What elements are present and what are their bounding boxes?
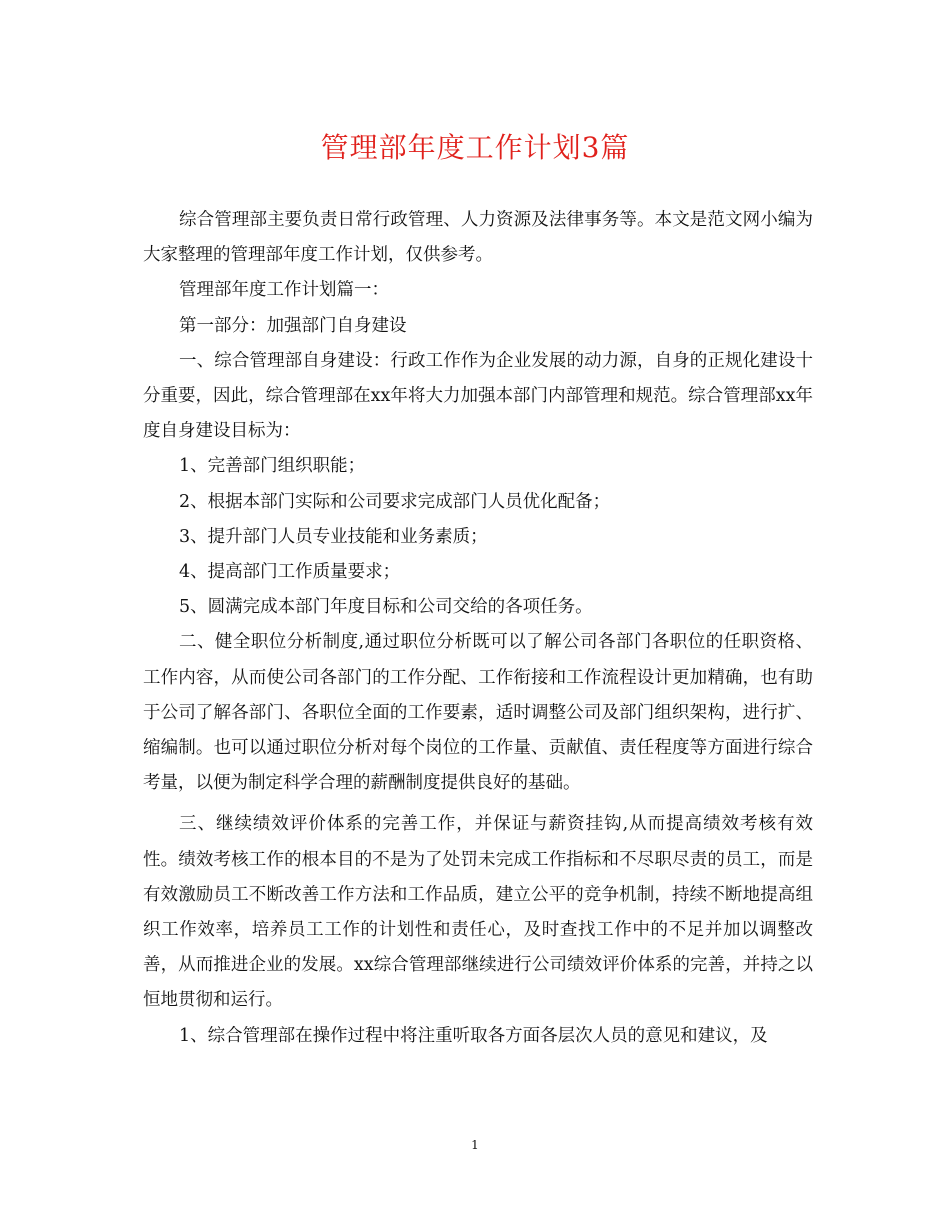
list-item-3: 3、提升部门人员专业技能和业务素质； [179,526,488,547]
paragraph-job-analysis: 二、健全职位分析制度,通过职位分析既可以了解公司各部门各职位的任职资格、工作内容，从而使公司各部门的工作分配、工作衔接和工作流程设计更加精确，也有助于公司了解各部门、各职位全面的工作要素，适时调整公司及部门组织架构，进行扩、缩编制。也可以通过职位分析对每个岗位的工作量、贡献值、责任程度等方面进行综合考量，以便为制定科学合理的薪酬制度提供良好的基础。 [143,632,813,794]
intro-paragraph: 综合管理部主要负责日常行政管理、人力资源及法律事务等。本文是范文网小编为大家整理的管理部年度工作计划，仅供参考。 [143,210,813,266]
document-title: 管理部年度工作计划3篇 [320,131,630,164]
paragraph-listening-opinions: 1、综合管理部在操作过程中将注重听取各方面各层次人员的意见和建议，及 [179,1025,768,1046]
paragraph-self-construction: 一、综合管理部自身建设：行政工作作为企业发展的动力源，自身的正规化建设十分重要，因此，综合管理部在xx年将大力加强本部门内部管理和规范。综合管理部xx年度自身建设目标为： [143,350,813,442]
document-body [143,203,813,1054]
list-item-4: 4、提高部门工作质量要求； [179,562,401,583]
page-number: 1 [471,1138,479,1152]
paragraph-performance-evaluation: 三、继续绩效评价体系的完善工作，并保证与薪资挂钩,从而提高绩效考核有效性。绩效考核工作的根本目的不是为了处罚未完成工作指标和不尽职尽责的员工，而是有效激励员工不断改善工作方法和工作品质，建立公平的竞争机制，持续不断地提高组织工作效率，培养员工工作的计划性和责任心，及时查找工作中的不足并加以调整改善，从而推进企业的发展。xx综合管理部继续进行公司绩效评价体系的完善，并持之以恒地贯彻和运行。 [143,814,813,1011]
list-item-1: 1、完善部门组织职能； [179,456,366,477]
section-heading-plan-one: 管理部年度工作计划篇一： [179,280,389,301]
list-item-2: 2、根据本部门实际和公司要求完成部门人员优化配备； [179,491,611,512]
list-item-5: 5、圆满完成本部门年度目标和公司交给的各项任务。 [179,597,593,618]
part-one-heading: 第一部分：加强部门自身建设 [179,315,407,336]
